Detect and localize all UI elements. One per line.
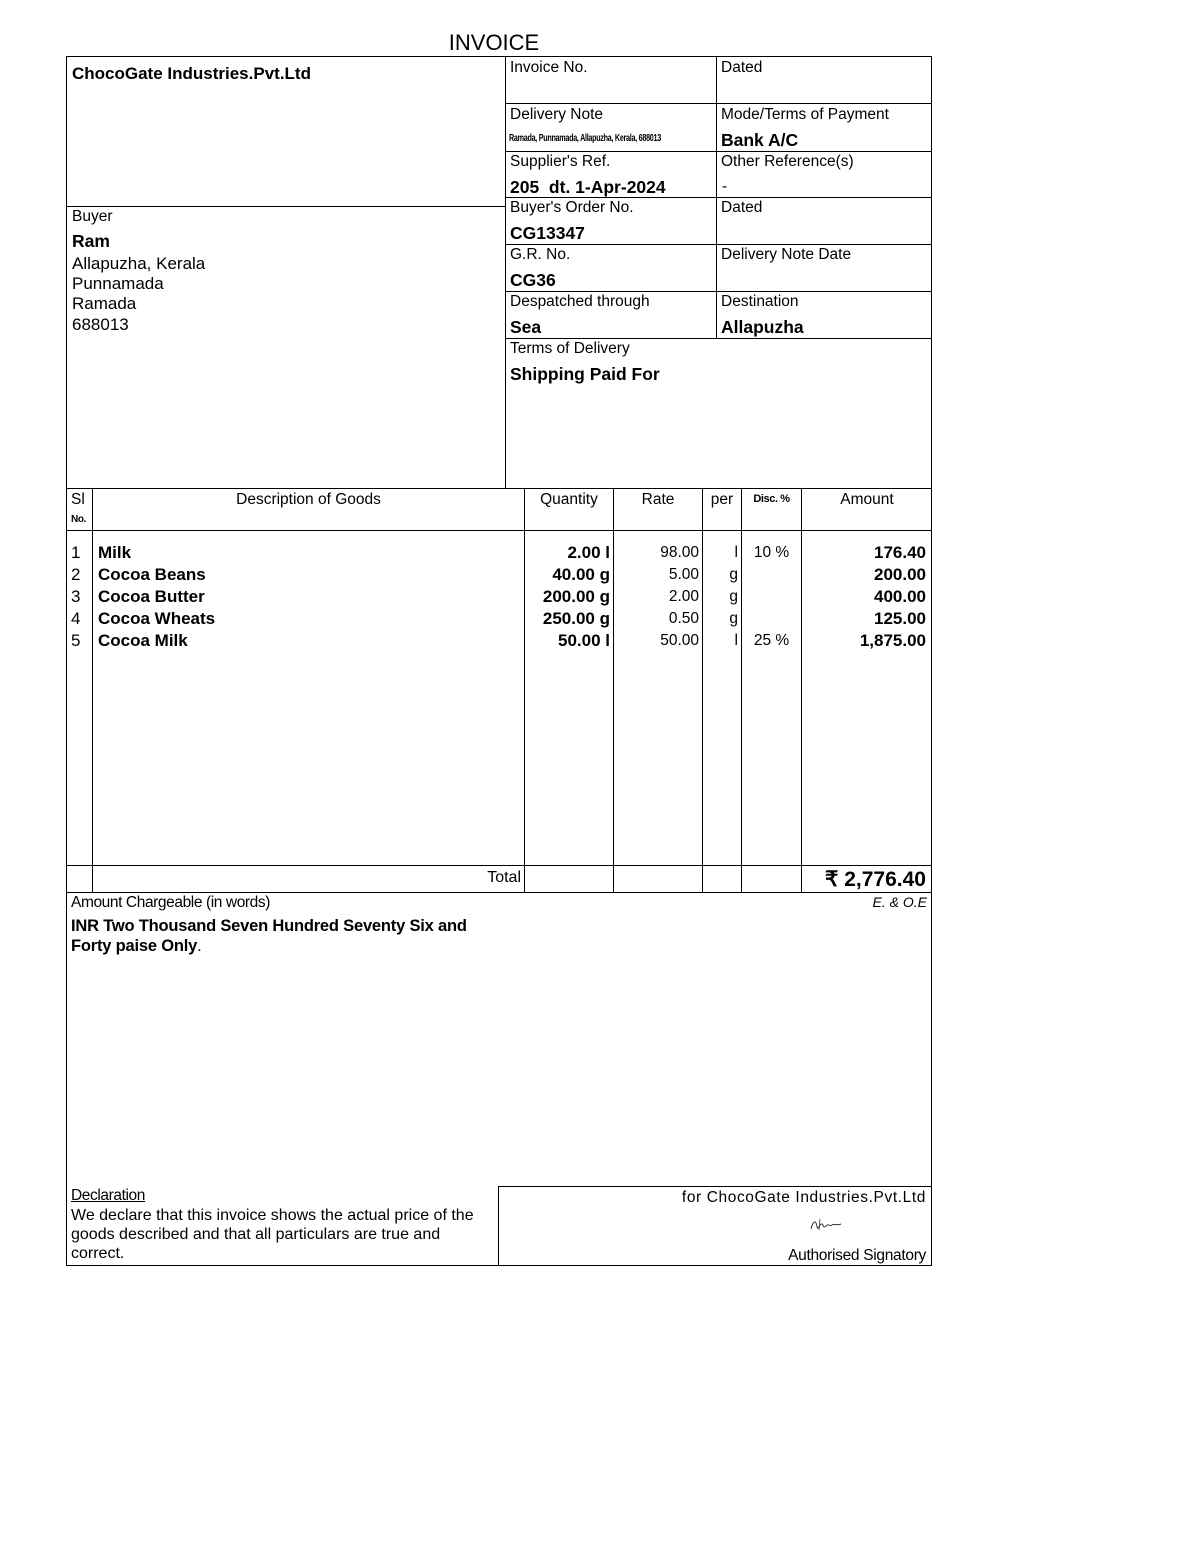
buyer-address-line: Punnamada xyxy=(72,274,164,293)
disc-header: Disc. % xyxy=(753,493,790,505)
quantity-cell: 2.00 l xyxy=(567,543,610,562)
rate-cell: 2.00 xyxy=(668,588,699,605)
order-dated-label: Dated xyxy=(721,199,763,216)
amount-words-label: Amount Chargeable (in words) xyxy=(71,894,271,911)
destination-label: Destination xyxy=(721,293,799,310)
eoe-label: E. & O.E xyxy=(872,894,927,910)
buyer-order-label: Buyer's Order No. xyxy=(510,199,634,216)
sl-cell: 5 xyxy=(71,631,81,650)
total-label: Total xyxy=(487,869,521,886)
amount-cell: 1,875.00 xyxy=(859,631,926,650)
disc-cell xyxy=(742,608,801,630)
per-cell: g xyxy=(729,610,738,627)
per-cell: g xyxy=(729,588,738,605)
company-name: ChocoGate Industries.Pvt.Ltd xyxy=(72,64,311,83)
declaration-line: We declare that this invoice shows the actual price of the xyxy=(71,1207,474,1224)
disc-cell: 10 % xyxy=(753,544,790,561)
per-cell: l xyxy=(734,544,738,561)
destination-value: Allapuzha xyxy=(721,317,804,337)
total-row-divider xyxy=(66,865,932,866)
amount-cell: 125.00 xyxy=(874,609,926,628)
despatched-value: Sea xyxy=(510,317,542,337)
header-divider xyxy=(505,56,506,489)
quantity-cell: 200.00 g xyxy=(542,587,610,606)
supplier-ref-label: Supplier's Ref. xyxy=(510,153,611,170)
rate-header: Rate xyxy=(641,491,675,508)
signature-divider xyxy=(498,1186,499,1266)
per-header: per xyxy=(710,491,734,508)
invoice-title: INVOICE xyxy=(448,30,540,55)
description-cell: Cocoa Wheats xyxy=(98,609,216,628)
quantity-cell: 50.00 l xyxy=(558,631,610,650)
disc-cell xyxy=(742,586,801,608)
declaration-line: correct. xyxy=(71,1245,125,1262)
gr-no-value: CG36 xyxy=(510,270,556,290)
amount-words-line2-text: Forty paise Only xyxy=(71,937,198,955)
buyer-name: Ram xyxy=(72,231,110,251)
amount-cell: 200.00 xyxy=(874,565,926,584)
supplier-ref-value: 205 dt. 1-Apr-2024 xyxy=(510,177,666,197)
sl-cell: 1 xyxy=(71,543,81,562)
buyer-address-line: Ramada xyxy=(72,294,137,313)
description-header: Description of Goods xyxy=(236,491,381,508)
sl-header: Sl xyxy=(71,491,85,508)
other-ref-value: - xyxy=(722,178,728,195)
other-ref-label: Other Reference(s) xyxy=(721,153,854,170)
disc-cell xyxy=(742,564,801,586)
total-amount: ₹ 2,776.40 xyxy=(825,868,926,891)
per-cell: g xyxy=(729,566,738,583)
description-cell: Cocoa Milk xyxy=(98,631,188,650)
sl-cell: 2 xyxy=(71,565,81,584)
sl-no-header: No. xyxy=(71,514,86,525)
amount-cell: 400.00 xyxy=(874,587,926,606)
gr-no-label: G.R. No. xyxy=(510,246,571,263)
amount-words-suffix: . xyxy=(197,937,202,955)
description-cell: Cocoa Beans xyxy=(98,565,206,584)
invoice-no-label: Invoice No. xyxy=(510,59,588,76)
seller-buyer-divider xyxy=(66,206,506,207)
declaration-title: Declaration xyxy=(71,1187,146,1204)
quantity-cell: 250.00 g xyxy=(542,609,610,628)
dated-label: Dated xyxy=(721,59,763,76)
signature-company: for ChocoGate Industries.Pvt.Ltd xyxy=(681,1189,926,1206)
items-header-divider xyxy=(66,530,932,531)
description-cell: Cocoa Butter xyxy=(98,587,205,606)
payment-terms-value: Bank A/C xyxy=(721,130,799,150)
buyer-address-line: 688013 xyxy=(72,315,129,334)
delivery-note-label: Delivery Note xyxy=(510,106,604,123)
buyer-address-line: Allapuzha, Kerala xyxy=(72,254,206,273)
amount-words-line1: INR Two Thousand Seven Hundred Seventy Six and xyxy=(71,917,467,935)
terms-value: Shipping Paid For xyxy=(510,364,660,384)
per-cell: l xyxy=(734,632,738,649)
buyer-order-value: CG13347 xyxy=(510,223,585,243)
signature-top-line xyxy=(498,1186,932,1187)
rate-cell: 0.50 xyxy=(668,610,699,627)
sl-cell: 4 xyxy=(71,609,81,628)
delivery-note-date-label: Delivery Note Date xyxy=(721,246,852,263)
declaration-line: goods described and that all particulars are true and xyxy=(71,1226,441,1243)
buyer-label: Buyer xyxy=(72,208,113,225)
amount-words-line2 xyxy=(71,936,201,956)
quantity-header: Quantity xyxy=(540,491,598,508)
authorised-signatory-label: Authorised Signatory xyxy=(788,1247,926,1264)
amount-cell: 176.40 xyxy=(874,543,926,562)
quantity-cell: 40.00 g xyxy=(552,565,610,584)
rate-cell: 50.00 xyxy=(660,632,699,649)
rate-cell: 98.00 xyxy=(660,544,699,561)
terms-label: Terms of Delivery xyxy=(510,340,630,357)
delivery-note-value: Ramada, Punnamada, Allapuzha, Kerala, 688013 xyxy=(509,133,661,144)
sl-cell: 3 xyxy=(71,587,81,606)
rate-cell: 5.00 xyxy=(668,566,699,583)
description-cell: Milk xyxy=(98,543,132,562)
payment-terms-label: Mode/Terms of Payment xyxy=(721,106,889,123)
disc-cell: 25 % xyxy=(753,632,790,649)
despatched-label: Despatched through xyxy=(510,293,650,310)
amount-header: Amount xyxy=(840,491,894,508)
handwritten-signature xyxy=(808,1215,844,1235)
